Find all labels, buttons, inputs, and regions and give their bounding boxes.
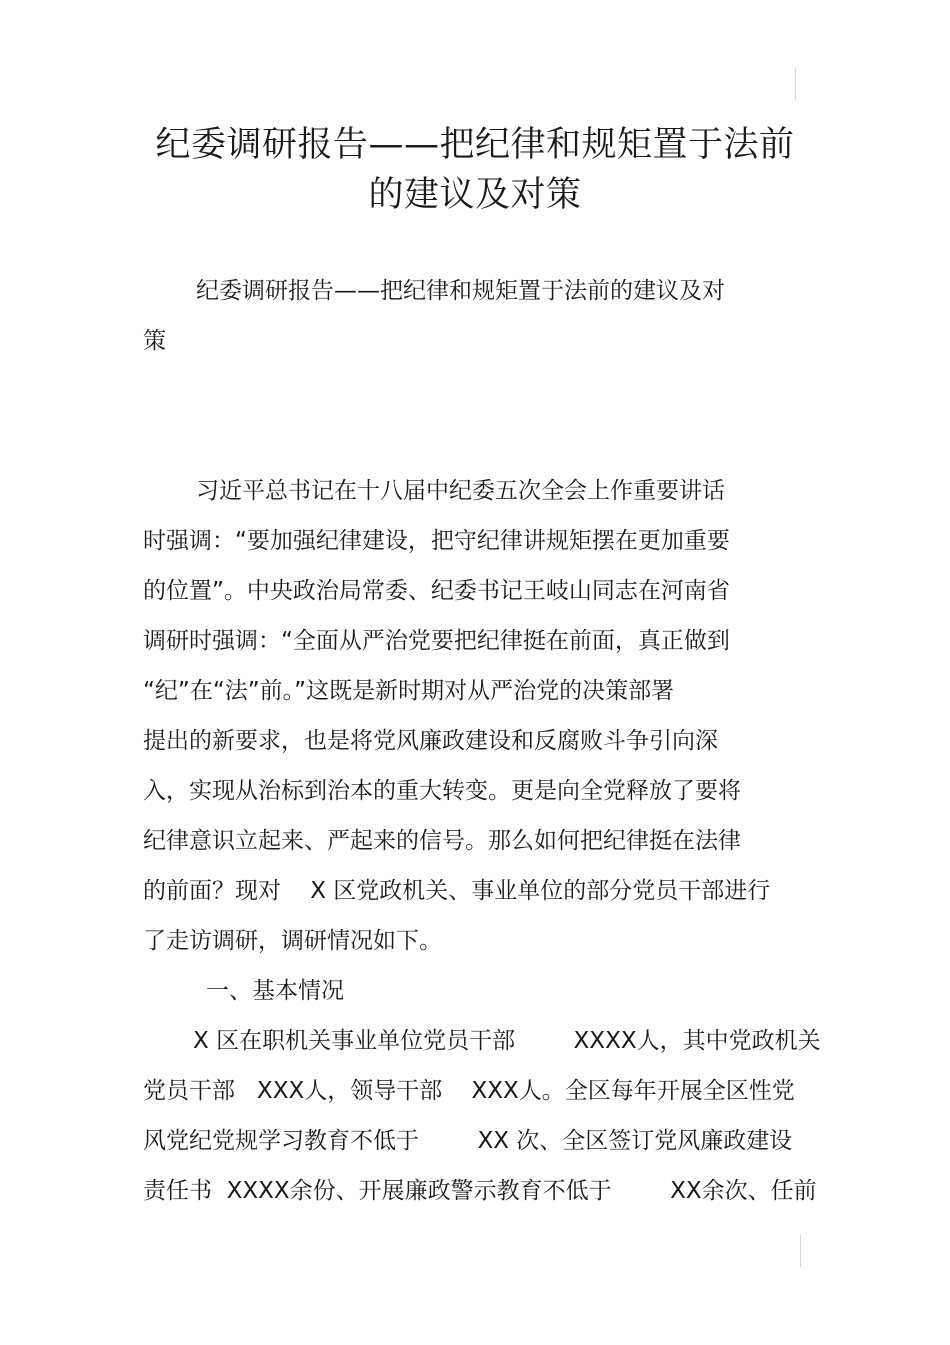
section-heading: 一、基本情况 — [206, 978, 344, 1004]
body-line: 入，实现从治标到治本的重大转变。更是向全党释放了要将 — [143, 778, 741, 804]
body-line: 纪律意识立起来、严起来的信号。那么如何把纪律挺在法律 — [143, 828, 741, 854]
subtitle-line-2: 策 — [143, 328, 166, 354]
section-line: 风党纪党规学习教育不低于 XX 次、全区签订党风廉政建设 — [143, 1128, 793, 1154]
subtitle-line-1: 纪委调研报告——把纪律和规矩置于法前的建议及对 — [196, 278, 725, 304]
body-line: 了走访调研，调研情况如下。 — [143, 928, 442, 954]
body-line: 时强调：“要加强纪律建设，把守纪律讲规矩摆在更加重要 — [143, 528, 730, 554]
body-line: 习近平总书记在十八届中纪委五次全会上作重要讲话 — [196, 478, 725, 504]
section-line: 党员干部 XXX人，领导干部 XXX人。全区每年开展全区性党 — [143, 1078, 795, 1104]
body-line: 的位置”。中央政治局常委、纪委书记王岐山同志在河南省 — [143, 578, 730, 604]
document-title-line-1: 纪委调研报告——把纪律和规矩置于法前 — [155, 125, 795, 165]
document-title-line-2: 的建议及对策 — [368, 175, 582, 215]
body-line: “纪”在“法”前。”这既是新时期对从严治党的决策部署 — [143, 678, 675, 704]
body-line: 提出的新要求，也是将党风廉政建设和反腐败斗争引向深 — [143, 728, 718, 754]
section-line: 责任书 XXXX余份、开展廉政警示教育不低于 XX余次、任前 — [143, 1178, 817, 1204]
body-line: 的前面？现对 X 区党政机关、事业单位的部分党员干部进行 — [143, 878, 771, 904]
page-edge-mark-bottom — [800, 1235, 801, 1267]
page-edge-mark-top — [795, 68, 796, 100]
section-line: X 区在职机关事业单位党员干部 XXXX人，其中党政机关 — [193, 1028, 821, 1054]
body-line: 调研时强调：“全面从严治党要把纪律挺在前面，真正做到 — [143, 628, 730, 654]
